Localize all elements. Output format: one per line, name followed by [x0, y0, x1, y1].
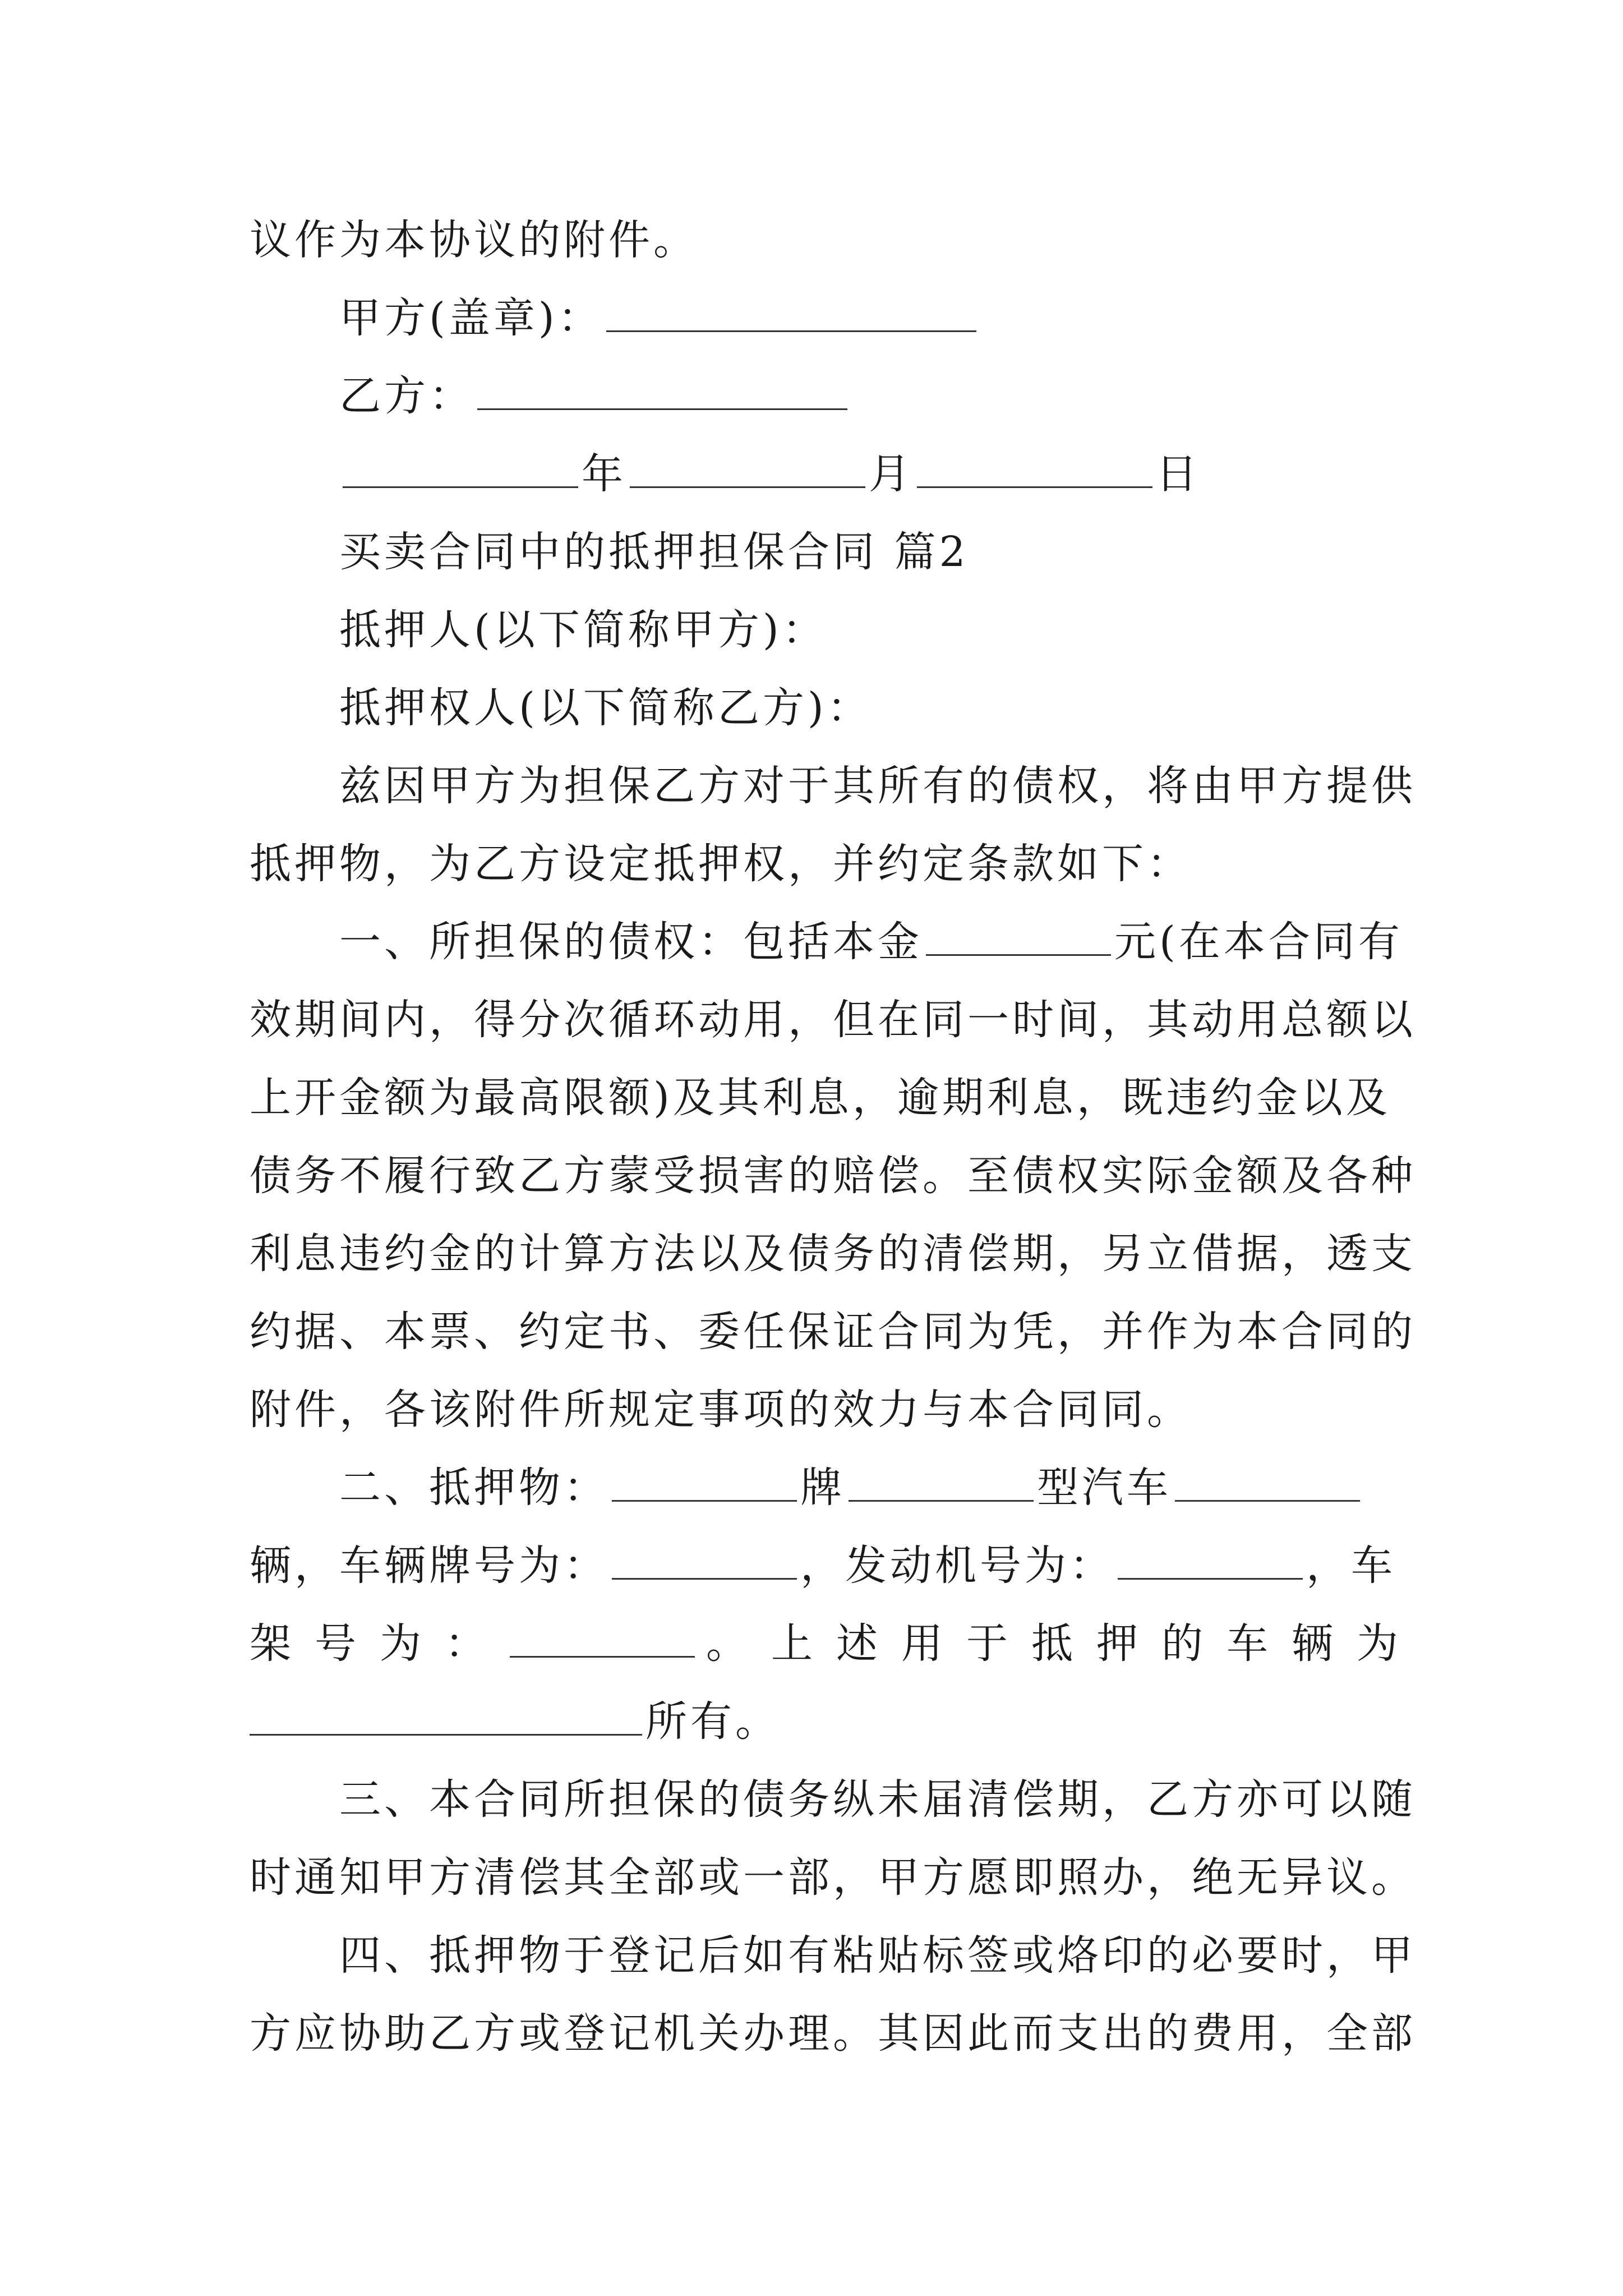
text-line: [250, 836, 1388, 892]
paragraph-text: 二、抵押物：: [339, 1464, 608, 1512]
text-line: [339, 758, 1416, 814]
paragraph-text: 辆，车辆牌号为：: [250, 1542, 608, 1590]
paragraph-text: 三、本合同所担保的债务纵未届清偿期，乙方亦可以随: [339, 1775, 1416, 1824]
text-line: [339, 1772, 1416, 1828]
mortgagor-line: [339, 602, 1388, 658]
date-line: [339, 446, 1388, 502]
day-blank: [917, 447, 1152, 488]
paragraph-text: 时通知甲方清偿其全部或一部，甲方愿即照办，绝无异议。: [250, 1853, 1416, 1902]
paragraph-text: 利息违约金的计算方法以及债务的清偿期，另立借据，透支: [250, 1230, 1416, 1278]
paragraph-text: 债务不履行致乙方蒙受损害的赔偿。至债权实际金额及各种: [250, 1152, 1416, 1200]
paragraph-text: 牌: [800, 1464, 845, 1512]
text-line: [250, 1304, 1416, 1360]
text-line: [250, 1070, 1391, 1126]
party-a-seal-line: [339, 290, 1388, 346]
mortgagor-label: 抵押人(以下简称甲方)：: [339, 606, 827, 654]
text-line: [250, 1538, 1396, 1594]
quantity-blank: [1175, 1461, 1360, 1502]
party-b-blank: [477, 369, 847, 410]
principal-blank: [926, 915, 1111, 956]
paragraph-text: 一、所担保的债权：包括本金: [339, 918, 923, 966]
paragraph-text: 所有。: [645, 1697, 780, 1746]
paragraph-text: 约据、本票、约定书、委任保证合同为凭，并作为本合同的: [250, 1308, 1416, 1356]
text-line: [250, 2005, 1416, 2062]
paragraph-text: 效期间内，得分次循环动用，但在同一时间，其动用总额以: [250, 996, 1416, 1044]
text-line: [339, 1927, 1416, 1984]
party-b-line: [339, 368, 1388, 424]
plate-number-blank: [612, 1539, 797, 1580]
text-line: [250, 992, 1416, 1048]
engine-number-blank: [1118, 1539, 1303, 1580]
mortgagee-line: [339, 680, 1388, 736]
article-2-line: [339, 1460, 1388, 1516]
year-label: 年: [582, 450, 626, 498]
section-title: [339, 524, 1388, 580]
paragraph-text: 。上述用于抵押的车辆为: [706, 1619, 1422, 1668]
paragraph-text: 附件，各该附件所规定事项的效力与本合同同。: [250, 1386, 1192, 1434]
article-1-line: [339, 914, 1403, 970]
paragraph-text: 元(在本合同有: [1114, 918, 1403, 966]
paragraph-text: ，发动机号为：: [800, 1542, 1114, 1590]
text-line: [250, 1382, 1388, 1438]
paragraph-text: 抵押物，为乙方设定抵押权，并约定条款如下：: [250, 840, 1192, 888]
section-title-text: 买卖合同中的抵押担保合同 篇2: [339, 528, 969, 576]
mortgagee-label: 抵押权人(以下简称乙方)：: [339, 684, 872, 732]
party-a-label: 甲方(盖章)：: [339, 294, 603, 342]
party-a-blank: [606, 291, 976, 332]
paragraph-text: 型汽车: [1037, 1464, 1172, 1512]
paragraph-text: ，车: [1306, 1542, 1396, 1590]
text-line: [250, 1849, 1416, 1906]
month-label: 月: [869, 450, 914, 498]
text-line: [250, 1616, 1422, 1672]
day-label: 日: [1156, 450, 1201, 498]
paragraph-text: 四、抵押物于登记后如有粘贴标签或烙印的必要时，甲: [339, 1931, 1416, 1980]
owner-blank: [250, 1695, 642, 1736]
text-line: [250, 1694, 1388, 1750]
text-line: [250, 212, 1388, 268]
text-line: [250, 1226, 1416, 1282]
year-blank: [343, 447, 578, 488]
text-line: [250, 1148, 1416, 1204]
brand-blank: [612, 1461, 797, 1502]
party-b-label: 乙方：: [339, 372, 474, 420]
paragraph-text: 架号为：: [250, 1619, 510, 1668]
paragraph-text: 上开金额为最高限额)及其利息，逾期利息，既违约金以及: [250, 1074, 1391, 1122]
paragraph-text: 方应协助乙方或登记机关办理。其因此而支出的费用，全部: [250, 2009, 1416, 2058]
frame-number-blank: [510, 1617, 695, 1658]
paragraph-text: 兹因甲方为担保乙方对于其所有的债权，将由甲方提供: [339, 762, 1416, 810]
month-blank: [630, 447, 865, 488]
paragraph-text: 议作为本协议的附件。: [250, 216, 698, 264]
model-blank: [849, 1461, 1034, 1502]
